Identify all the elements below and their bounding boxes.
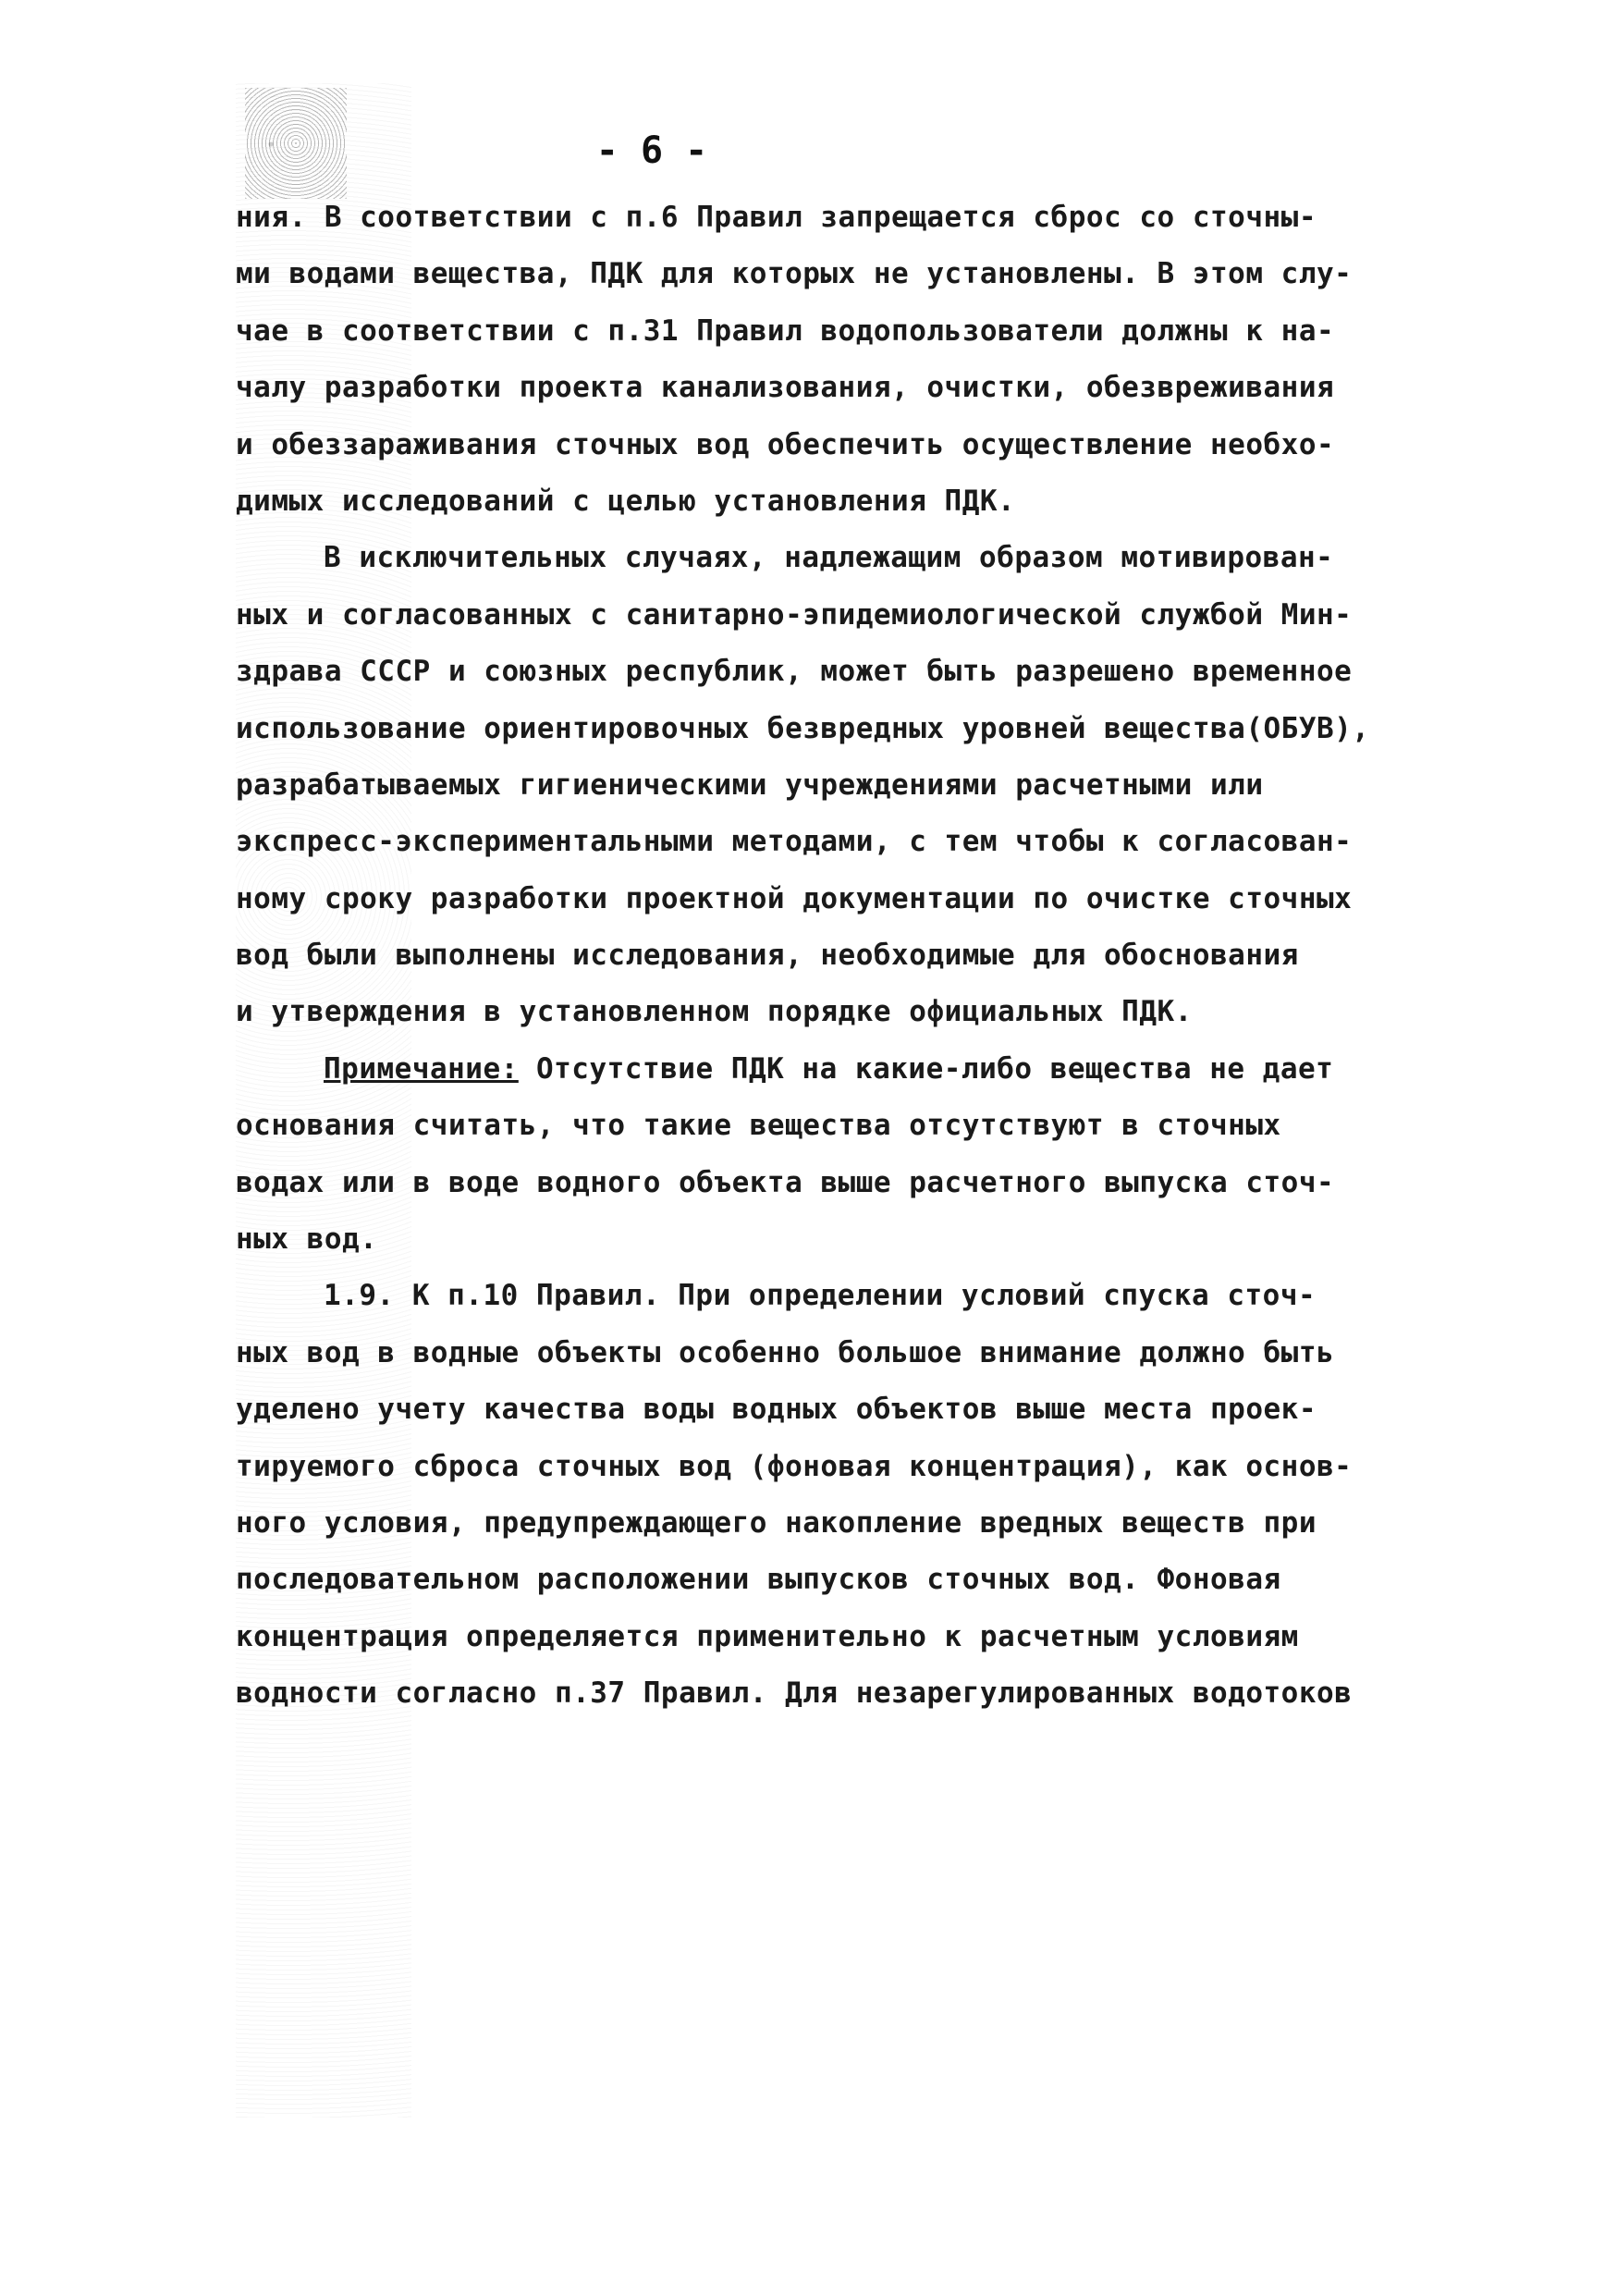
text-line: вод были выполнены исследования, необходимые для обоснования: [236, 939, 1299, 973]
text-line: последовательном расположении выпусков сточных вод. Фоновая: [236, 1563, 1281, 1597]
note-line: [236, 1041, 1410, 1098]
text-line: чалу разработки проекта канализования, очистки, обезвреживания: [236, 371, 1335, 405]
text-line: ных вод в водные объекты особенно большое внимание должно быть: [236, 1335, 1335, 1369]
text-line: экспресс-экспериментальными методами, с тем чтобы к согласован-: [236, 825, 1353, 859]
text-line: и обеззараживания сточных вод обеспечить осуществление необхо-: [236, 427, 1335, 461]
text-line: ми водами вещества, ПДК для которых не установлены. В этом слу-: [236, 257, 1353, 291]
text-line: ного условия, предупреждающего накопление вредных веществ при: [236, 1505, 1317, 1540]
text-line: ному сроку разработки проектной документации по очистке сточных: [236, 881, 1353, 915]
text-line: основания считать, что такие вещества отсутствуют в сточных: [236, 1109, 1281, 1143]
text-line: ных и согласованных с санитарно-эпидемиологической службой Мин-: [236, 597, 1353, 632]
text-line: чае в соответствии с п.31 Правил водопользователи должны к на-: [236, 313, 1335, 348]
text-line: использование ориентировочных безвредных уровней вещества(ОБУВ),: [236, 711, 1370, 745]
text-line: тируемого сброса сточных вод (фоновая концентрация), как основ-: [236, 1449, 1353, 1483]
section-heading-line: 1.9. К п.10 Правил. При определении условий спуска сточ-: [324, 1279, 1317, 1313]
page-number: - 6 -: [595, 129, 708, 172]
text-line: здрава СССР и союзных республик, может быть разрешено временное: [236, 655, 1353, 689]
text-line: водности согласно п.37 Правил. Для незарегулированных водотоков: [236, 1676, 1353, 1711]
text-line: ных вод.: [236, 1222, 378, 1257]
note-label: Примечание:: [324, 1051, 519, 1086]
paragraph-start-line: В исключительных случаях, надлежащим образом мотивирован-: [324, 541, 1334, 575]
text-line: и утверждения в установленном порядке официальных ПДК.: [236, 995, 1193, 1029]
text-line: уделено учету качества воды водных объектов выше места проек-: [236, 1393, 1317, 1427]
text-line: концентрация определяется применительно к расчетным условиям: [236, 1619, 1299, 1653]
text-line: ния. В соответствии с п.6 Правил запрещается сброс со сточны-: [236, 201, 1317, 234]
text-line: димых исследований с целью установления ПДК.: [236, 484, 1016, 518]
body-text: [236, 190, 1410, 1723]
text-line: водах или в воде водного объекта выше расчетного выпуска сточ-: [236, 1165, 1335, 1199]
note-text: Отсутствие ПДК на какие-либо вещества не дает: [518, 1051, 1334, 1086]
scan-noise-top: [245, 88, 347, 199]
text-line: разрабатываемых гигиеническими учреждениями расчетными или: [236, 767, 1264, 802]
